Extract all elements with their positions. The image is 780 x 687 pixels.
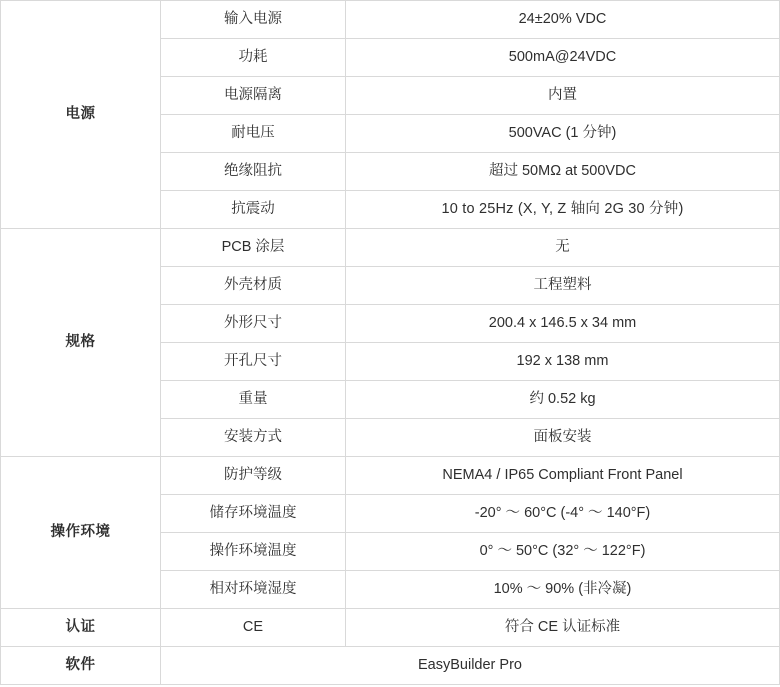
category-cell-software: 软件 — [1, 647, 161, 685]
item-cell: 防护等级 — [161, 457, 346, 495]
value-cell: 500mA@24VDC — [346, 39, 780, 77]
item-cell: 耐电压 — [161, 115, 346, 153]
value-cell: 约 0.52 kg — [346, 381, 780, 419]
value-cell: EasyBuilder Pro — [161, 647, 780, 685]
table-row — [1, 229, 780, 267]
item-cell: 功耗 — [161, 39, 346, 77]
item-cell: CE — [161, 609, 346, 647]
item-cell: 操作环境温度 — [161, 533, 346, 571]
item-cell: 相对环境湿度 — [161, 571, 346, 609]
value-cell: 500VAC (1 分钟) — [346, 115, 780, 153]
value-cell: 内置 — [346, 77, 780, 115]
item-cell: 安装方式 — [161, 419, 346, 457]
table-row — [1, 457, 780, 495]
item-cell: 电源隔离 — [161, 77, 346, 115]
item-cell: PCB 涂层 — [161, 229, 346, 267]
value-cell: 10% ～ 90% (非冷凝) — [346, 571, 780, 609]
item-cell: 外形尺寸 — [161, 305, 346, 343]
table-body — [1, 1, 780, 685]
item-cell: 开孔尺寸 — [161, 343, 346, 381]
value-cell: NEMA4 / IP65 Compliant Front Panel — [346, 457, 780, 495]
value-cell: 面板安装 — [346, 419, 780, 457]
value-cell: -20° ～ 60°C (-4° ～ 140°F) — [346, 495, 780, 533]
category-cell-power: 电源 — [1, 1, 161, 229]
value-cell: 超过 50MΩ at 500VDC — [346, 153, 780, 191]
value-cell: 无 — [346, 229, 780, 267]
value-cell: 24±20% VDC — [346, 1, 780, 39]
item-cell: 外壳材质 — [161, 267, 346, 305]
table-row — [1, 647, 780, 685]
category-cell-spec: 规格 — [1, 229, 161, 457]
category-cell-environment: 操作环境 — [1, 457, 161, 609]
value-cell: 200.4 x 146.5 x 34 mm — [346, 305, 780, 343]
value-cell: 192 x 138 mm — [346, 343, 780, 381]
item-cell: 储存环境温度 — [161, 495, 346, 533]
value-cell: 10 to 25Hz (X, Y, Z 轴向 2G 30 分钟) — [346, 191, 780, 229]
value-cell: 符合 CE 认证标准 — [346, 609, 780, 647]
table-row — [1, 609, 780, 647]
category-cell-certification: 认证 — [1, 609, 161, 647]
value-cell: 0° ～ 50°C (32° ～ 122°F) — [346, 533, 780, 571]
item-cell: 输入电源 — [161, 1, 346, 39]
item-cell: 绝缘阻抗 — [161, 153, 346, 191]
table-row — [1, 1, 780, 39]
value-cell: 工程塑料 — [346, 267, 780, 305]
item-cell: 重量 — [161, 381, 346, 419]
item-cell: 抗震动 — [161, 191, 346, 229]
